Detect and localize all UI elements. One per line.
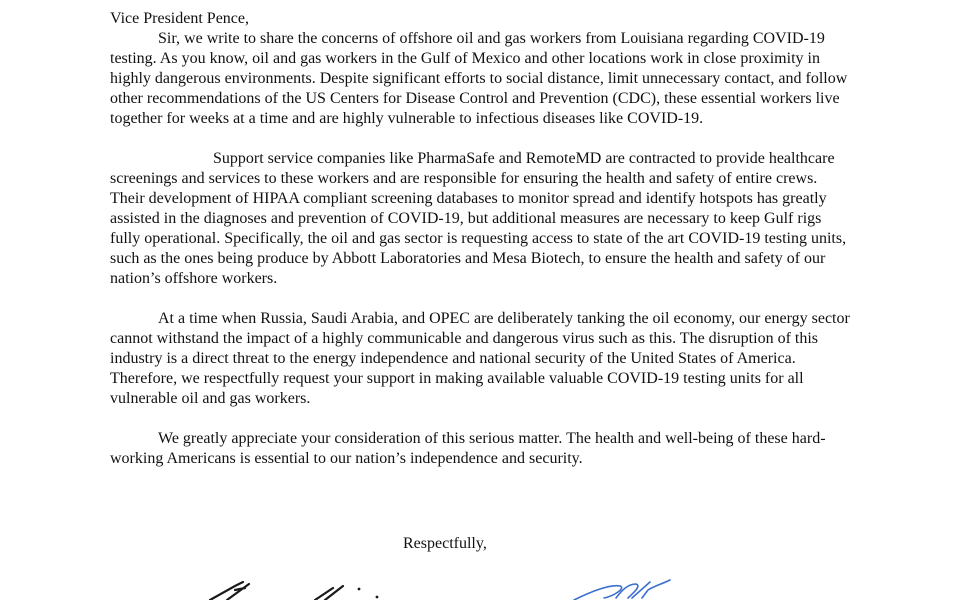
salutation: Vice President Pence,: [110, 10, 249, 27]
paragraph-4: We greatly appreciate your consideration of this serious matter. The health and well-being of these hard-working Americans is essential to our nation’s independence and security.: [110, 430, 826, 467]
paragraph-1: Sir, we write to share the concerns of offshore oil and gas workers from Louisiana regarding COVID-19 testing. As you know, oil and gas workers in the Gulf of Mexico and other locations work in close proximity in highly dangerous environments. Despite significant efforts to social distance, limit unnecessary contact, and follow other recommendations of the US Centers for Disease Control and Prevention (CDC), these essential workers live together for weeks at a time and are highly vulnerable to infectious diseases like COVID-19.: [110, 30, 848, 127]
letter-body: [110, 9, 850, 469]
closing: Respectfully,: [403, 535, 487, 552]
paragraph-3: At a time when Russia, Saudi Arabia, and OPEC are deliberately tanking the oil economy, our energy sector cannot withstand the impact of a highly communicable and dangerous virus such as this. The disruption of this industry is a direct threat to the energy independence and national security of the United States of America. Therefore, we respectfully request your support in making available valuable COVID-19 testing units for all vulnerable oil and gas workers.: [110, 310, 850, 407]
paragraph-2: Support service companies like PharmaSafe and RemoteMD are contracted to provide healthcare screenings and services to these workers and are responsible for ensuring the health and safety of entire crews. Their development of HIPAA compliant screening databases to monitor spread and identify hotspots has greatly assisted in the diagnoses and prevention of COVID-19, but additional measures are necessary to keep Gulf rigs fully operational. Specifically, the oil and gas sector is requesting access to state of the art COVID-19 testing units, such as the ones being produce by Abbott Laboratories and Mesa Biotech, to ensure the health and safety of our nation’s offshore workers.: [110, 150, 847, 287]
handwritten-signature-left-icon: [205, 576, 385, 600]
handwritten-signature-right-icon: [570, 578, 680, 600]
